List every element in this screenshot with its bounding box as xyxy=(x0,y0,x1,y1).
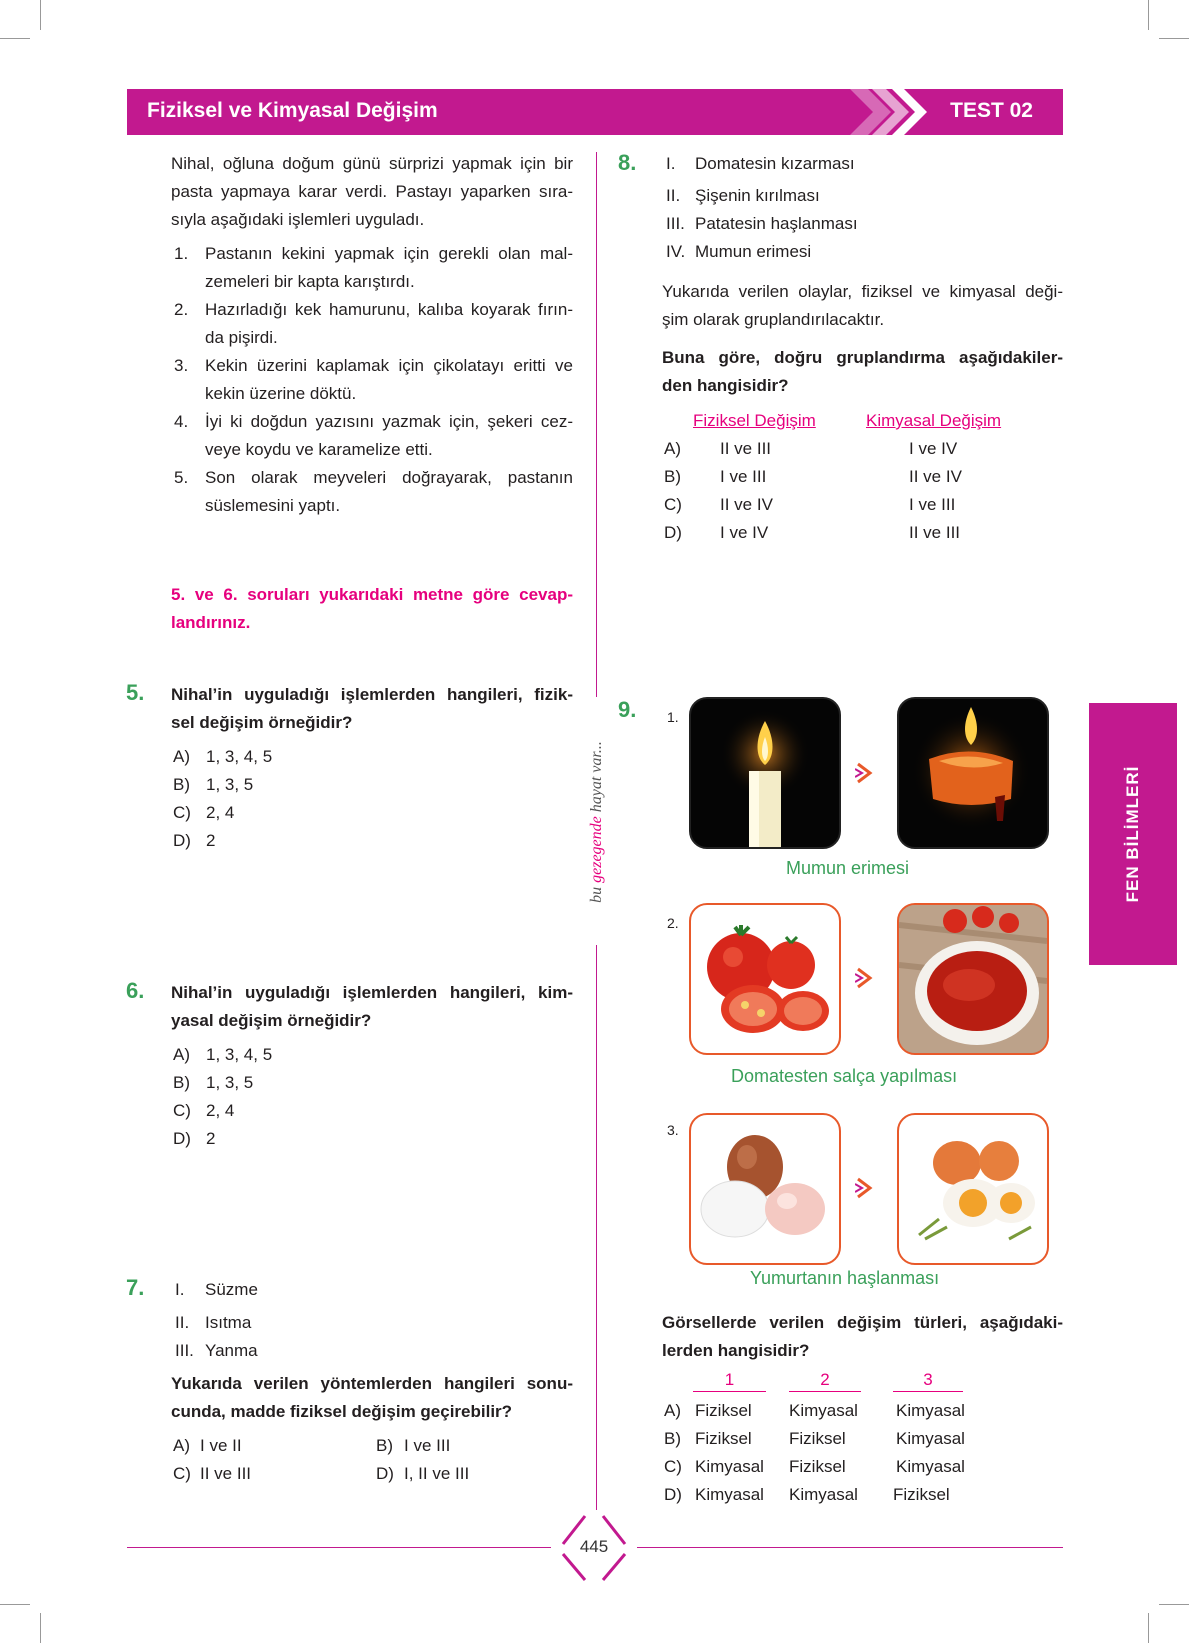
test-label: TEST 02 xyxy=(950,99,1033,122)
question-stem: cunda, madde fiziksel değişim geçirebilir? xyxy=(171,1402,513,1421)
chevron-decoration-icon xyxy=(850,89,940,135)
option-label: D) xyxy=(664,1485,682,1504)
instruction-note: 5. ve 6. soruları yukarıdaki metne göre cevap- xyxy=(171,585,573,604)
option-text: I ve IV xyxy=(720,523,769,542)
page-title: Fiziksel ve Kimyasal Değişim xyxy=(147,99,438,122)
transition-arrow-icon xyxy=(855,761,875,785)
panel-caption: Mumun erimesi xyxy=(786,858,910,878)
question-stem: yasal değişim örneğidir? xyxy=(171,1011,372,1030)
slogan-part: hayat var... xyxy=(588,741,605,817)
option-text: 2 xyxy=(206,831,216,850)
option-label: B) xyxy=(664,1429,681,1448)
page-number: 445 xyxy=(579,1537,609,1556)
question-stem: sel değişim örneğidir? xyxy=(171,713,353,732)
option-text: Fiziksel xyxy=(789,1457,846,1476)
question-number: 8. xyxy=(618,150,637,175)
step-text: da pişirdi. xyxy=(205,328,278,347)
panel-caption: Domatesten salça yapılması xyxy=(731,1066,958,1086)
question-number: 5. xyxy=(126,680,145,705)
panel-number: 2. xyxy=(667,915,679,931)
option-text: Kimyasal xyxy=(789,1485,858,1504)
column-header: 2 xyxy=(789,1369,861,1392)
question-stem: Nihal’in uyguladığı işlemlerden hangileri, fizik- xyxy=(171,685,573,704)
footer-line xyxy=(637,1547,1063,1548)
subject-label: FEN BİLİMLERİ xyxy=(1123,765,1142,903)
step-number: 3. xyxy=(174,356,189,375)
option-label: B) xyxy=(173,775,190,794)
tomato-paste-image xyxy=(897,903,1049,1055)
question-stem: Nihal’in uyguladığı işlemlerden hangileri, kim- xyxy=(171,983,573,1002)
option-text: Kimyasal xyxy=(896,1401,965,1420)
option-text: II ve IV xyxy=(720,495,773,514)
option-label: C) xyxy=(173,1101,191,1120)
option-label: B) xyxy=(664,467,681,486)
option-text: Fiziksel xyxy=(695,1429,752,1448)
option-text: Kimyasal xyxy=(896,1429,965,1448)
question-stem: lerden hangisidir? xyxy=(662,1341,810,1360)
step-text: İyi ki doğdun yazısını yazmak için, şekeri cez- xyxy=(205,412,573,431)
column-header: 3 xyxy=(893,1369,963,1392)
option-text: 1, 3, 5 xyxy=(206,1073,254,1092)
option-text: II ve IV xyxy=(909,467,962,486)
panel-number: 3. xyxy=(667,1122,679,1138)
option-text: 1, 3, 4, 5 xyxy=(206,747,273,766)
item-number: IV. xyxy=(666,242,686,261)
option-text: II ve III xyxy=(720,439,772,458)
panel-caption: Yumurtanın haşlanması xyxy=(750,1268,940,1288)
step-text: zemeleri bir kapta karıştırdı. xyxy=(205,272,415,291)
slogan-part: bu xyxy=(588,882,605,903)
option-text: Fiziksel xyxy=(789,1429,846,1448)
option-label: A) xyxy=(173,747,190,766)
option-text: I ve II xyxy=(200,1436,242,1455)
question-stem: den hangisidir? xyxy=(662,376,789,395)
instruction-note: landırınız. xyxy=(171,613,251,632)
question-text: şim olarak gruplandırılacaktır. xyxy=(662,310,885,329)
option-text: Kimyasal xyxy=(695,1457,764,1476)
option-text: Fiziksel xyxy=(695,1401,752,1420)
panel-number: 1. xyxy=(667,709,679,725)
column-header: 1 xyxy=(693,1369,766,1392)
question-number: 9. xyxy=(618,697,637,722)
intro-line: Nihal, oğluna doğum günü sürprizi yapmak için bir xyxy=(171,154,573,173)
intro-line: sıyla aşağıdaki işlemleri uyguladı. xyxy=(171,210,425,229)
column-header-physical: Fiziksel Değişim xyxy=(693,411,816,430)
option-text: I ve IV xyxy=(909,439,958,458)
boiled-eggs-image xyxy=(897,1113,1049,1265)
option-text: I ve III xyxy=(404,1436,451,1455)
option-text: II ve III xyxy=(909,523,961,542)
item-text: Yanma xyxy=(205,1341,258,1360)
column-header-chemical: Kimyasal Değişim xyxy=(866,411,1002,430)
question-stem: Görsellerde verilen değişim türleri, aşağıdaki- xyxy=(662,1313,1063,1332)
melted-candle-image xyxy=(897,697,1049,849)
column-divider xyxy=(596,945,597,1510)
item-text: Isıtma xyxy=(205,1313,252,1332)
option-text: 2, 4 xyxy=(206,1101,235,1120)
step-text: Hazırladığı kek hamurunu, kalıba koyarak fırın- xyxy=(205,300,573,319)
option-label: D) xyxy=(664,523,682,542)
step-text: süslemesini yaptı. xyxy=(205,496,341,515)
option-text: II ve III xyxy=(200,1464,252,1483)
item-number: III. xyxy=(666,214,685,233)
option-text: I, II ve III xyxy=(404,1464,470,1483)
slogan-highlight: gezegende xyxy=(588,816,605,883)
step-text: Pastanın kekini yapmak için gerekli olan mal- xyxy=(205,244,573,263)
option-text: 1, 3, 4, 5 xyxy=(206,1045,273,1064)
question-stem: Buna göre, doğru gruplandırma aşağıdakiler- xyxy=(662,348,1063,367)
step-text: Kekin üzerini kaplamak için çikolatayı eritti ve xyxy=(205,356,573,375)
option-text: I ve III xyxy=(720,467,767,486)
option-text: Fiziksel xyxy=(893,1485,950,1504)
option-text: 2 xyxy=(206,1129,216,1148)
step-text: Son olarak meyveleri doğrayarak, pastanın xyxy=(205,468,573,487)
item-number: I. xyxy=(175,1280,185,1299)
step-number: 2. xyxy=(174,300,189,319)
step-number: 5. xyxy=(174,468,189,487)
raw-eggs-image xyxy=(689,1113,841,1265)
item-text: Domatesin kızarması xyxy=(695,154,855,173)
question-text: Yukarıda verilen olaylar, fiziksel ve kimyasal deği- xyxy=(662,282,1063,301)
item-text: Süzme xyxy=(205,1280,258,1299)
option-label: C) xyxy=(173,1464,191,1483)
option-text: 1, 3, 5 xyxy=(206,775,254,794)
option-label: A) xyxy=(173,1045,190,1064)
column-divider xyxy=(596,152,597,697)
option-text: I ve III xyxy=(909,495,956,514)
question-number: 7. xyxy=(126,1275,145,1300)
item-number: II. xyxy=(666,186,681,205)
option-label: A) xyxy=(173,1436,190,1455)
option-text: Kimyasal xyxy=(896,1457,965,1476)
item-text: Mumun erimesi xyxy=(695,242,812,261)
option-label: C) xyxy=(664,495,682,514)
option-label: A) xyxy=(664,439,681,458)
question-number: 6. xyxy=(126,978,145,1003)
step-number: 1. xyxy=(174,244,189,263)
transition-arrow-icon xyxy=(855,1176,875,1200)
item-text: Şişenin kırılması xyxy=(695,186,820,205)
step-text: kekin üzerine döktü. xyxy=(205,384,357,403)
option-label: D) xyxy=(173,1129,191,1148)
slogan xyxy=(588,741,606,903)
option-label: C) xyxy=(664,1457,682,1476)
item-number: II. xyxy=(175,1313,190,1332)
option-label: B) xyxy=(173,1073,190,1092)
candle-image xyxy=(689,697,841,849)
option-label: A) xyxy=(664,1401,681,1420)
intro-line: pasta yapmaya karar verdi. Pastayı yaparken sıra- xyxy=(171,182,573,201)
item-number: III. xyxy=(175,1341,194,1360)
item-number: I. xyxy=(666,154,676,173)
step-number: 4. xyxy=(174,412,189,431)
option-label: B) xyxy=(376,1436,393,1455)
footer-line xyxy=(127,1547,551,1548)
step-text: veye koydu ve karamelize etti. xyxy=(205,440,433,459)
option-text: Kimyasal xyxy=(695,1485,764,1504)
option-label: C) xyxy=(173,803,191,822)
subject-side-tab xyxy=(1089,703,1177,965)
option-label: D) xyxy=(173,831,191,850)
tomato-image xyxy=(689,903,841,1055)
item-text: Patatesin haşlanması xyxy=(695,214,858,233)
transition-arrow-icon xyxy=(855,966,875,990)
question-stem: Yukarıda verilen yöntemlerden hangileri sonu- xyxy=(171,1374,573,1393)
option-label: D) xyxy=(376,1464,394,1483)
option-text: 2, 4 xyxy=(206,803,235,822)
option-text: Kimyasal xyxy=(789,1401,858,1420)
